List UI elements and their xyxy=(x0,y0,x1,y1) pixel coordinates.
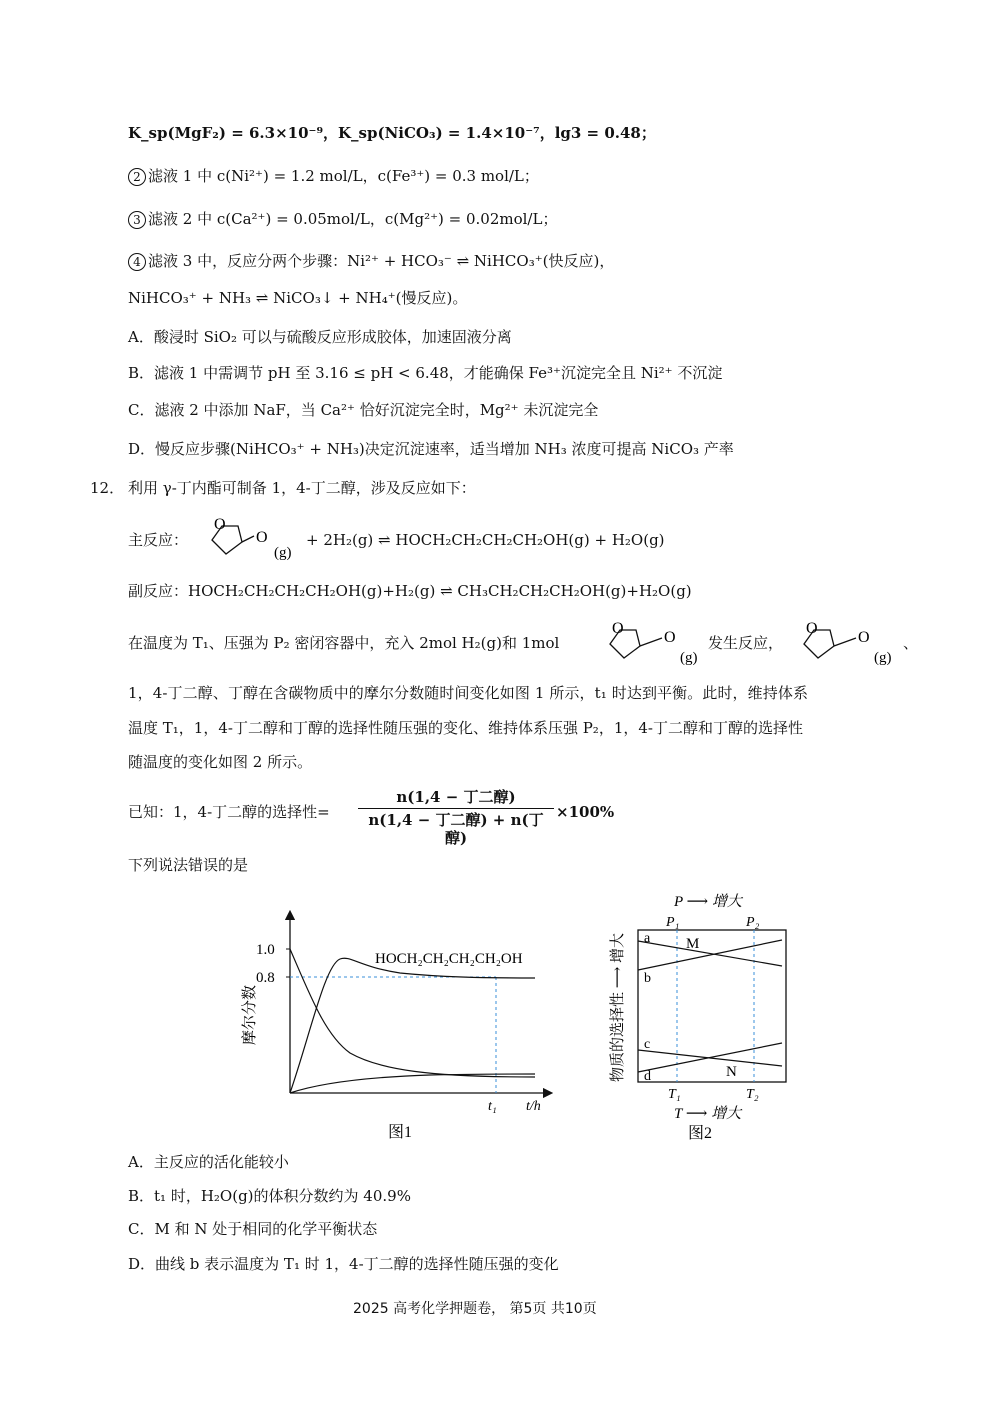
fraction-denominator: n(1,4 − 丁二醇) + n(丁醇) xyxy=(368,811,544,847)
fig1-ylabel: 摩尔分数 xyxy=(242,984,258,1045)
q12-option-b: B．t₁ 时，H₂O(g)的体积分数约为 40.9% xyxy=(128,1187,411,1205)
t2-label: T₂ xyxy=(746,1087,759,1102)
side-reaction: 副反应：HOCH₂CH₂CH₂CH₂OH(g)+H₂(g) ⇌ CH₃CH₂CH₂CH₂OH(g)+H₂O(g) xyxy=(128,582,692,600)
label-a: a xyxy=(644,931,651,946)
g-label-1: (g) xyxy=(274,545,292,561)
note-3 xyxy=(128,211,557,229)
q11-option-d: D．慢反应步骤(NiHCO₃⁺ + NH₃)决定沉淀速率，适当增加 NH₃ 浓度可提高 NiCO₃ 产率 xyxy=(128,440,734,458)
q12-option-c: C．M 和 N 处于相同的化学平衡状态 xyxy=(128,1220,378,1238)
plot-frame xyxy=(638,930,786,1082)
note-4-text: 滤液 3 中，反应分两个步骤：Ni²⁺ + HCO₃⁻ ⇌ NiHCO₃⁺(快反应)， xyxy=(148,252,615,270)
q12-option-a: A．主反应的活化能较小 xyxy=(128,1153,289,1171)
p1-label: P₁ xyxy=(666,915,680,930)
fraction-numerator: n(1,4 − 丁二醇) xyxy=(396,788,516,806)
svg-text:O: O xyxy=(256,529,268,546)
label-d: d xyxy=(644,1069,651,1084)
svg-text:O: O xyxy=(806,620,818,637)
fraction-bar xyxy=(358,808,554,809)
figure-2-diagram xyxy=(598,882,808,1144)
gamma-butyrolactone-structure-3 xyxy=(790,616,902,666)
circled-number-2: 2 xyxy=(128,168,146,186)
paragraph-line-2: 温度 T₁，1，4-丁二醇和丁醇的选择性随压强的变化、维持体系压强 P₂，1，4-丁二醇和丁醇的选择性 xyxy=(128,719,803,737)
main-reaction-label: 主反应： xyxy=(128,531,189,549)
q12-stem: 利用 γ-丁内酯可制备 1，4-丁二醇，涉及反应如下： xyxy=(128,479,476,497)
y-tick-08: 0.8 xyxy=(256,970,275,986)
q12-option-d: D．曲线 b 表示温度为 T₁ 时 1，4-丁二醇的选择性随压强的变化 xyxy=(128,1255,559,1273)
note-2-text: 滤液 1 中 c(Ni²⁺) = 1.2 mol/L，c(Fe³⁺) = 0.3 mol/L； xyxy=(148,167,539,185)
line-d xyxy=(638,1043,782,1072)
note-4-second-line: NiHCO₃⁺ + NH₃ ⇌ NiCO₃↓ + NH₄⁺(慢反应)。 xyxy=(128,289,468,307)
paragraph-line-3: 随温度的变化如图 2 所示。 xyxy=(128,753,313,771)
bottom-axis-label: T ⟶ 增大 xyxy=(674,1106,742,1122)
fig2-ylabel: 物质的选择性 ⟶ 增大 xyxy=(610,932,626,1082)
figure-2-caption: 图2 xyxy=(688,1125,713,1142)
g-label-2: (g) xyxy=(680,650,698,666)
label-m: M xyxy=(686,936,700,952)
t1-label: T₁ xyxy=(668,1087,681,1102)
condition-text-c: 、 xyxy=(903,634,919,652)
fraction-tail: ×100% xyxy=(556,803,615,821)
q11-option-b: B．滤液 1 中需调节 pH 至 3.16 ≤ pH < 6.48，才能确保 Fe³⁺沉淀完全且 Ni²⁺ 不沉淀 xyxy=(128,364,723,382)
gamma-butyrolactone-structure-1 xyxy=(192,512,304,562)
q11-option-c: C．滤液 2 中添加 NaF，当 Ca²⁺ 恰好沉淀完全时，Mg²⁺ 未沉淀完全 xyxy=(128,401,599,419)
label-c: c xyxy=(644,1037,651,1052)
x-axis-label: t/h xyxy=(526,1099,541,1114)
top-axis-label: P ⟶ 增大 xyxy=(674,894,742,910)
figure-1-caption: 图1 xyxy=(388,1124,413,1141)
curve-lactone xyxy=(290,949,535,1077)
gamma-butyrolactone-structure-2 xyxy=(596,616,708,666)
selectivity-fraction xyxy=(358,788,554,847)
question-text: 下列说法错误的是 xyxy=(128,856,249,874)
g-label-3: (g) xyxy=(874,650,892,666)
label-n: N xyxy=(726,1064,737,1080)
svg-text:O: O xyxy=(612,620,624,637)
p2-label: P₂ xyxy=(746,915,760,930)
curve-label: HOCH₂CH₂CH₂CH₂OH xyxy=(375,951,523,967)
svg-text:O: O xyxy=(664,629,676,646)
svg-text:O: O xyxy=(858,629,870,646)
q11-option-a: A．酸浸时 SiO₂ 可以与硫酸反应形成胶体，加速固液分离 xyxy=(128,328,512,346)
svg-text:O: O xyxy=(214,516,226,533)
note-3-text: 滤液 2 中 c(Ca²⁺) = 0.05mol/L，c(Mg²⁺) = 0.02mol/L； xyxy=(148,210,558,228)
figure-1-chart xyxy=(230,905,560,1145)
circled-number-3: 3 xyxy=(128,211,146,229)
note-4 xyxy=(128,253,614,271)
x-tick-t1: t₁ xyxy=(488,1099,497,1114)
known-label: 已知：1，4-丁二醇的选择性= xyxy=(128,803,330,821)
paragraph-line-1: 1，4-丁二醇、丁醇在含碳物质中的摩尔分数随时间变化如图 1 所示，t₁ 时达到平衡。此时，维持体系 xyxy=(128,684,809,702)
condition-text-a: 在温度为 T₁、压强为 P₂ 密闭容器中，充入 2mol H₂(g)和 1mol xyxy=(128,634,560,652)
note-2 xyxy=(128,168,539,186)
q12-number: 12． xyxy=(90,479,125,497)
main-reaction-equation: + 2H₂(g) ⇌ HOCH₂CH₂CH₂CH₂OH(g) + H₂O(g) xyxy=(306,531,665,549)
ksp-line: K_sp(MgF₂) = 6.3×10⁻⁹，K_sp(NiCO₃) = 1.4×10⁻⁷，lg3 = 0.48； xyxy=(128,124,656,142)
circled-number-4: 4 xyxy=(128,253,146,271)
condition-text-b: 发生反应， xyxy=(708,634,784,652)
page-footer: 2025 高考化学押题卷， 第5页 共10页 xyxy=(353,1301,597,1317)
y-tick-1: 1.0 xyxy=(256,942,275,958)
label-b: b xyxy=(644,971,651,986)
